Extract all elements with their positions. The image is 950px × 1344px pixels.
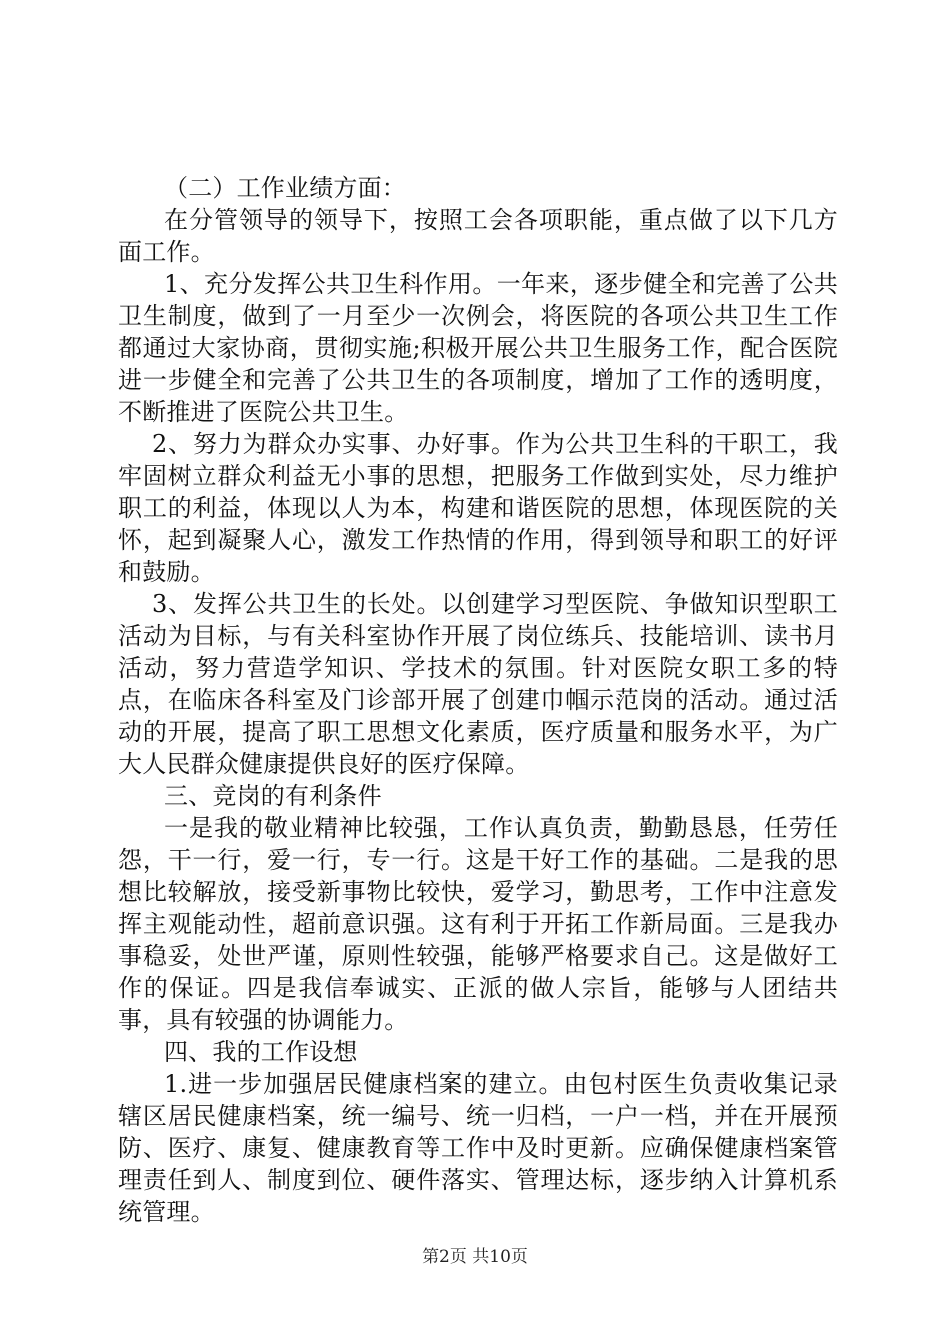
document-body	[118, 172, 838, 1228]
paragraph-item-1: 1、充分发挥公共卫生科作用。一年来，逐步健全和完善了公共卫生制度，做到了一月至少一次例会，将医院的各项公共卫生工作都通过大家协商，贯彻实施;积极开展公共卫生服务工作，配合医院进一步健全和完善了公共卫生的各项制度，增加了工作的透明度，不断推进了医院公共卫生。	[118, 270, 838, 426]
section-heading-work-plan: 四、我的工作设想	[164, 1038, 358, 1066]
page-number: 第2页 共10页	[422, 1247, 528, 1267]
section-heading-work-performance: （二）工作业绩方面：	[164, 174, 406, 202]
section-heading-advantages: 三、竞岗的有利条件	[164, 782, 382, 810]
paragraph-intro: 在分管领导的领导下，按照工会各项职能，重点做了以下几方面工作。	[118, 206, 838, 266]
paragraph-advantages: 一是我的敬业精神比较强，工作认真负责，勤勤恳恳，任劳任怨，干一行，爱一行，专一行。这是干好工作的基础。二是我的思想比较解放，接受新事物比较快，爱学习，勤思考，工作中注意发挥主观能动性，超前意识强。这有利于开拓工作新局面。三是我办事稳妥，处世严谨，原则性较强，能够严格要求自己。这是做好工作的保证。四是我信奉诚实、正派的做人宗旨，能够与人团结共事，具有较强的协调能力。	[118, 814, 838, 1034]
paragraph-plan-item-1: 1.进一步加强居民健康档案的建立。由包村医生负责收集记录辖区居民健康档案，统一编号、统一归档，一户一档，并在开展预防、医疗、康复、健康教育等工作中及时更新。应确保健康档案管理责任到人、制度到位、硬件落实、管理达标，逐步纳入计算机系统管理。	[118, 1070, 838, 1226]
paragraph-item-2: 2、努力为群众办实事、办好事。作为公共卫生科的干职工，我牢固树立群众利益无小事的思想，把服务工作做到实处，尽力维护职工的利益，体现以人为本，构建和谐医院的思想，体现医院的关怀，起到凝聚人心，激发工作热情的作用，得到领导和职工的好评和鼓励。	[118, 430, 838, 586]
paragraph-item-3: 3、发挥公共卫生的长处。以创建学习型医院、争做知识型职工活动为目标，与有关科室协作开展了岗位练兵、技能培训、读书月活动，努力营造学知识、学技术的氛围。针对医院女职工多的特点，在临床各科室及门诊部开展了创建巾帼示范岗的活动。通过活动的开展，提高了职工思想文化素质，医疗质量和服务水平，为广大人民群众健康提供良好的医疗保障。	[118, 590, 838, 778]
